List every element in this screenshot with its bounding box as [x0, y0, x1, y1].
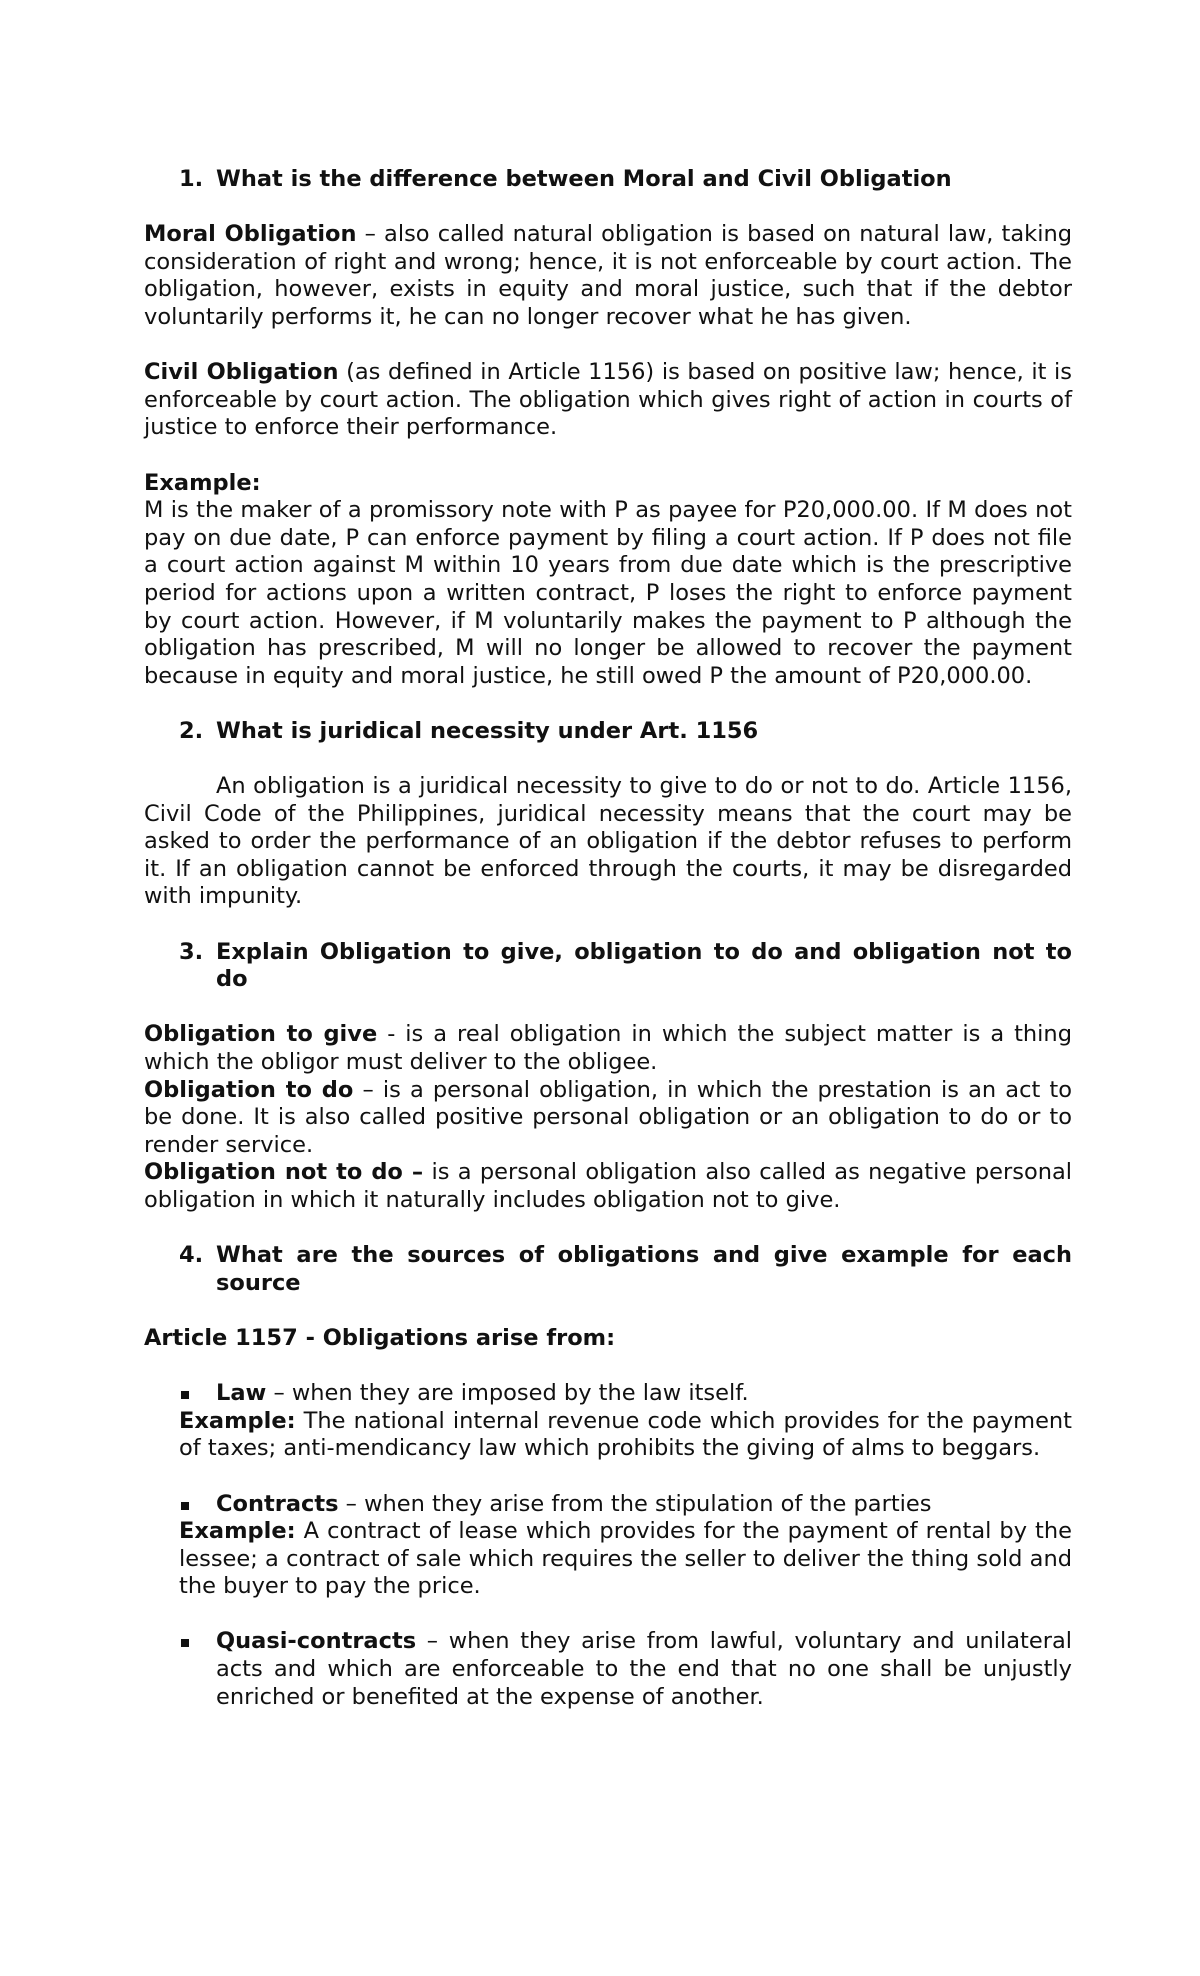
obligation-to-do-term: Obligation to do: [144, 1076, 354, 1103]
question-text: What is the difference between Moral and Civil Obligation: [216, 166, 952, 192]
obligation-not-to-do-paragraph: [144, 1159, 1072, 1214]
question-text: What are the sources of obligations and give example for each source: [216, 1242, 1072, 1296]
example-label: Example:: [179, 1518, 296, 1545]
square-bullet-icon: [181, 1502, 189, 1510]
source-definition: – when they are imposed by the law itself.: [266, 1380, 749, 1407]
obligation-to-give-definition: - is a real obligation in which the subject matter is a thing which the obligor must deliver to the obligee.: [144, 1021, 1072, 1075]
source-contracts: [144, 1491, 1072, 1519]
question-number: 4.: [179, 1242, 204, 1269]
question-4-heading: [144, 1242, 1072, 1297]
square-bullet-icon: [181, 1639, 189, 1647]
obligation-to-do-paragraph: [144, 1077, 1072, 1160]
example-text: A contract of lease which provides for the payment of rental by the lessee; a contract of sale which requires the seller to deliver the thing sold and the buyer to pay the price.: [179, 1518, 1072, 1600]
source-definition: – when they arise from the stipulation of the parties: [338, 1490, 932, 1517]
civil-obligation-term: Civil Obligation: [144, 359, 339, 386]
moral-obligation-paragraph: [144, 221, 1072, 331]
source-term: Contracts: [216, 1490, 339, 1517]
moral-obligation-term: Moral Obligation: [144, 221, 357, 248]
obligation-to-give-paragraph: [144, 1021, 1072, 1076]
source-law: [144, 1380, 1072, 1408]
article-1157-heading: Article 1157 - Obligations arise from:: [144, 1324, 616, 1351]
square-bullet-icon: [181, 1391, 189, 1399]
source-law-example: [144, 1408, 1072, 1463]
source-term: Law: [216, 1380, 267, 1407]
question-3-heading: [144, 939, 1072, 994]
moral-obligation-definition: – also called natural obligation is based on natural law, taking consideration of right and wrong; hence, it is not enforceable by court action. The obligation, however, exists in equity and moral justice, such that if the debtor voluntarily performs it, he can no longer recover what he has given.: [144, 221, 1072, 330]
question-number: 3.: [179, 938, 204, 965]
civil-obligation-definition: (as defined in Article 1156) is based on positive law; hence, it is enforceable by court action. The obligation which gives right of action in courts of justice to enforce their performance.: [144, 359, 1072, 441]
source-quasi-contracts: [144, 1628, 1072, 1711]
juridical-necessity-paragraph: An obligation is a juridical necessity to give to do or not to do. Article 1156, Civil Code of the Philippines, juridical necessity means that the court may be asked to order the performance of an obligation if the debtor refuses to perform it. If an obligation cannot be enforced through the courts, it may be disregarded with impunity.: [144, 773, 1072, 910]
question-number: 2.: [179, 717, 204, 744]
question-number: 1.: [179, 166, 204, 192]
source-term: Quasi-contracts: [216, 1628, 417, 1655]
question-text: What is juridical necessity under Art. 1156: [216, 717, 759, 744]
source-definition: – when they arise from lawful, voluntary and unilateral acts and which are enforceable to the end that no one shall be unjustly enriched or benefited at the expense of another.: [216, 1628, 1072, 1710]
civil-obligation-paragraph: [144, 359, 1072, 442]
question-1-heading: [144, 166, 1072, 194]
example-text: The national internal revenue code which provides for the payment of taxes; anti-mendicancy law which prohibits the giving of alms to beggars.: [179, 1407, 1072, 1462]
question-2-heading: [144, 718, 1072, 746]
obligation-to-give-term: Obligation to give: [144, 1021, 378, 1048]
obligation-not-to-do-term: Obligation not to do –: [144, 1159, 424, 1186]
obligation-to-do-definition: – is a personal obligation, in which the prestation is an act to be done. It is also called positive personal obligation or an obligation to do or to render service.: [144, 1076, 1072, 1158]
example-label: Example:: [179, 1407, 296, 1434]
example-paragraph: M is the maker of a promissory note with P as payee for P20,000.00. If M does not pay on due date, P can enforce payment by filing a court action. If P does not file a court action against M within 10 years from due date which is the prescriptive period for actions upon a written contract, P loses the right to enforce payment by court action. However, if M voluntarily makes the payment to P although the obligation has prescribed, M will no longer be allowed to recover the payment because in equity and moral justice, he still owed P the amount of P20,000.00.: [144, 497, 1072, 689]
document-page: [144, 166, 1072, 1711]
question-text: Explain Obligation to give, obligation to do and obligation not to do: [216, 938, 1072, 993]
obligation-not-to-do-definition: is a personal obligation also called as negative personal obligation in which it naturally includes obligation not to give.: [144, 1159, 1073, 1213]
example-label: Example:: [144, 469, 261, 496]
source-contracts-example: [144, 1518, 1072, 1601]
